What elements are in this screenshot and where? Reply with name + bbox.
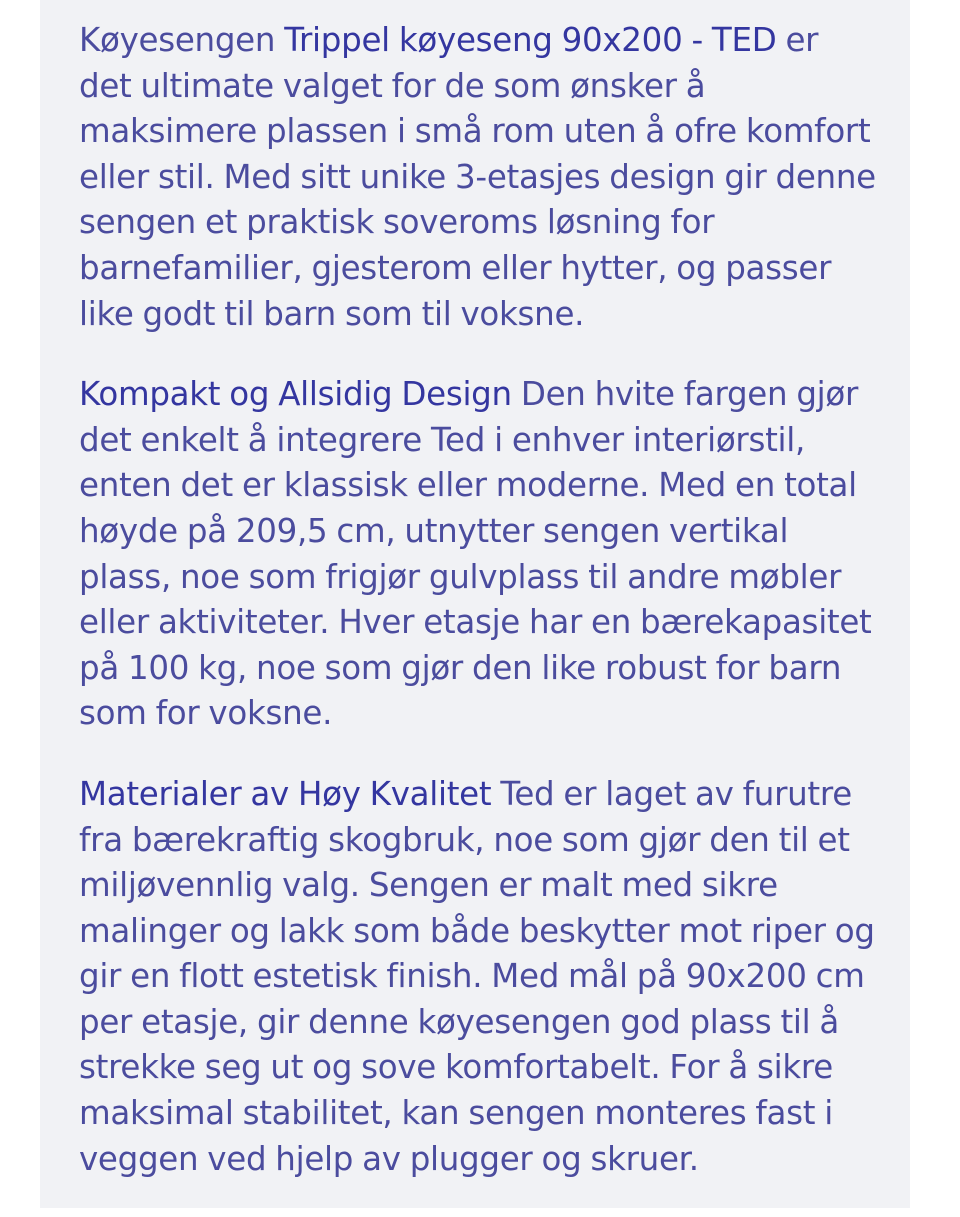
materials-text: Ted er laget av furutre fra bærekraftig skogbruk, noe som gjør den til et miljøvennlig valg. Sengen er malt med sikre malinger og lakk som både beskytter mot riper og gir en flott estetisk finish. Med mål på 90x200 cm per etasje, gir denne køyesengen god plass til å strekke seg ut og sove komfortabelt. For å sikre maksimal stabilitet, kan sengen monteres fast i veggen ved hjelp av plugger og skruer. <box>79 774 875 1178</box>
materials-paragraph <box>79 772 879 1182</box>
intro-lead: Køyesengen <box>79 21 285 59</box>
design-text: Den hvite fargen gjør det enkelt å integrere Ted i enhver interiørstil, enten det er klassisk eller moderne. Med en total høyde på 209,5 cm, utnytter sengen vertikal plass, noe som frigjør gulvplass til andre møbler eller aktiviteter. Hver etasje har en bærekapasitet på 100 kg, noe som gjør den like robust for barn som for voksne. <box>79 375 872 733</box>
materials-heading: Materialer av Høy Kvalitet <box>79 774 492 813</box>
product-description <box>79 18 879 1217</box>
intro-text: er det ultimate valget for de som ønsker å maksimere plassen i små rom uten å ofre komfort eller stil. Med sitt unike 3-etasjes design gir denne sengen et praktisk soveroms løsning for barnefamilier, gjesterom eller hytter, og passer like godt til barn som til voksne. <box>79 21 876 333</box>
design-paragraph <box>79 372 879 737</box>
design-heading: Kompakt og Allsidig Design <box>79 375 512 414</box>
intro-paragraph <box>79 18 879 337</box>
product-name: Trippel køyeseng 90x200 - TED <box>284 21 777 59</box>
